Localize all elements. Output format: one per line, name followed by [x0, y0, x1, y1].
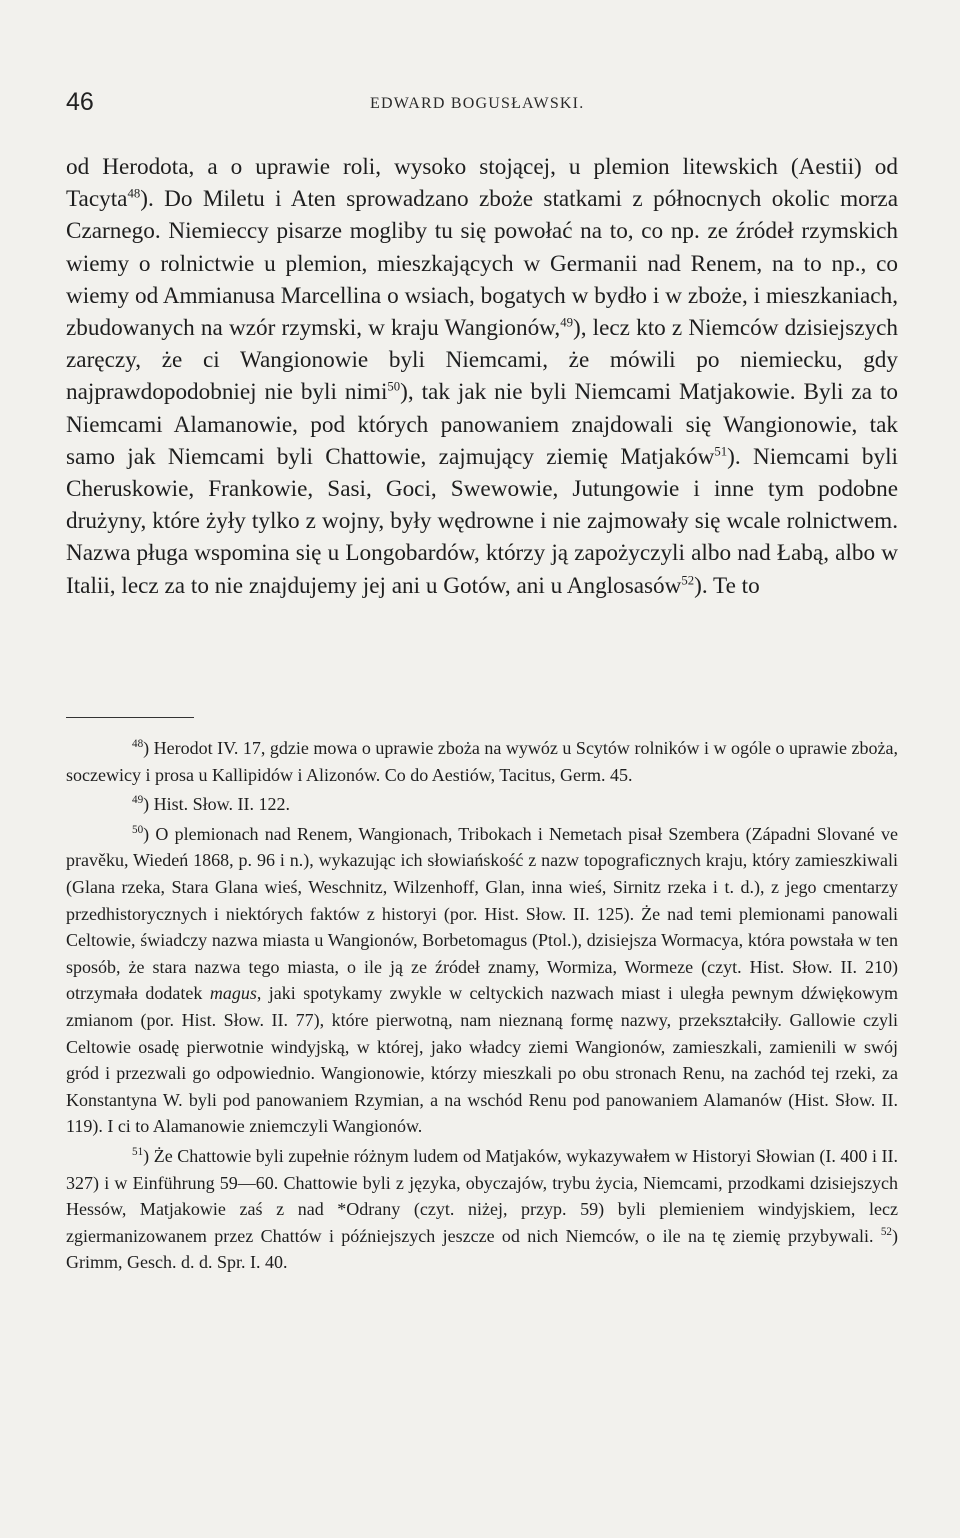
body-segment: ), lecz kto z Niemców dzisiejszych zaręczy, że ci Wangionowie byli Niemcami, że mówili po niemiecku, gdy najprawdopodobniej nie byli nimi — [66, 315, 898, 406]
footnote-separator — [66, 717, 194, 718]
footnote-51 — [66, 1143, 898, 1276]
footnote-text: ) Hist. Słow. II. 122. — [143, 794, 290, 815]
body-paragraph — [66, 151, 898, 602]
body-segment: od Herodota, a o uprawie roli, wysoko stojącej, u plemion litewskich (Aestii) od Tacyta — [66, 154, 898, 213]
page-header — [66, 86, 898, 118]
body-segment: ). Do Miletu i Aten sprowadzano zboże statkami z północnych okolic morza Czarnego. Niemieccy pisarze mogliby tu się powołać na to, co np. ze źródeł rzymskich wiemy o rolnictwie u plemion, mieszkających w Germanii nad Renem, na to np., co wiemy od Ammianusa Marcellina o wsiach, bogatych w bydło i w zboże, i mieszkaniach, zbudowanych na wzór rzymski, w kraju Wangionów, — [66, 186, 898, 342]
footnote-text: ) O plemionach nad Renem, Wangionach, Tribokach i Nemetach pisał Szembera (Západni Slované ve pravěku, Wiedeń 1868, p. 96 i n.), wykazując ich słowiańskość z nazw topograficznych kraju, który zamieszkiwali (Glana rzeka, Stara Glana wieś, Weschnitz, Wilzenhoff, Glan, inna wieś, Sirnitz rzeka i t. d.), z jego cmentarzy przedhistorycznych i niektórych faktów z historyi (por. Hist. Słow. II. 125). Że nad temi plemionami panowali Celtowie, świadczy nazwa miasta u Wangionów, Borbetomagus (Ptol.), dzisiejsza Wormacya, która powstała w ten sposób, że stara nazwa tego miasta, o ile ją ze źródeł znamy, Wormiza, Wormeze (czyt. Hist. Słow. II. 210) otrzymała dodatek — [66, 823, 898, 1004]
footnotes — [66, 735, 898, 1276]
footnote-50 — [66, 821, 898, 1140]
footnote-49 — [66, 791, 898, 818]
footnote-mark: 52 — [880, 1225, 892, 1238]
page-number: 46 — [66, 88, 94, 116]
footnote-mark: 51 — [132, 1145, 144, 1158]
footnote-text: , jaki spotykamy zwykle w celtyckich nazwach miast i uległa pewnym dźwiękowym zmianom (por. Hist. Słow. II. 77), które pierwotną, nam nieznaną formę nazwy, przekształciły. Gallowie czyli Celtowie osadę pierwotnie windyjską, w której, jako władcy ziemi Wangionów, zamieszkali, zamienili w swój gród i przezwali go odpowiednio. Wangionowie, którzy mieszkali po obu stronach Renu, na zachód tej rzeki, za Konstantyna W. byli pod panowaniem Rzymian, a na wschód Renu pod panowaniem Alamanów (Hist. Słow. II. 119). I ci to Alamanowie zniemczyli Wangionów. — [66, 983, 899, 1137]
footnote-ref-51: 51 — [714, 444, 728, 459]
footnote-ref-48: 48 — [127, 186, 141, 201]
footnote-ref-52: 52 — [681, 572, 695, 587]
footnote-mark: 50 — [132, 823, 144, 836]
running-head: EDWARD BOGUSŁAWSKI. — [370, 95, 585, 112]
footnote-mark: 49 — [132, 794, 144, 807]
footnote-ref-50: 50 — [387, 379, 401, 394]
footnote-text: ) Herodot IV. 17, gdzie mowa o uprawie zboża na wywóz u Scytów rolników i w ogóle o uprawie zboża, soczewicy i prosa u Kallipidów i Alizonów. Co do Aestiów, Tacitus, Germ. 45. — [66, 738, 898, 785]
body-segment: ), tak jak nie byli Niemcami Matjakowie. Byli za to Niemcami Alamanowie, pod których panowaniem znajdowali się Wangionowie, tak samo jak Niemcami byli Chattowie, zajmujący ziemię Matjaków — [66, 379, 898, 470]
footnote-mark: 48 — [132, 738, 144, 750]
footnote-italic: magus — [209, 983, 257, 1004]
footnote-text: ) Że Chattowie byli zupełnie różnym ludem od Matjaków, wykazywałem w Historyi Słowian (I. 400 i II. 327) i w Einführung 59—60. Chattowie byli z języka, obyczajów, trybu życia, Niemcami, przodkami dzisiejszych Hessów, Matjakowie zaś z nad *Odrany (czyt. niżej, przyp. 59) byli plemieniem windyjskiem, lecz zgiermanizowanem przez Chattów i późniejszych jeszcze od nich Niemców, o ile na tę ziemię przybywali. — [66, 1145, 898, 1246]
footnote-ref-49: 49 — [560, 315, 573, 330]
main-text — [66, 151, 898, 602]
body-segment: ). Niemcami byli Cheruskowie, Frankowie, Sasi, Goci, Swewowie, Jutungowie i inne tym podobne drużyny, które żyły tylko z wojny, były wędrowne i nie zajmowały się wcale rolnictwem. Nazwa pługa wspomina się u Longobardów, którzy ją zapożyczyli albo nad Łabą, albo w Italii, lecz za to nie znajdujemy jej ani u Gotów, ani u Anglosasów — [66, 443, 898, 599]
body-segment: ). Te to — [694, 572, 760, 599]
footnote-48 — [66, 735, 898, 788]
footnote-text: ) Grimm, Gesch. d. d. Spr. I. 40. — [66, 1225, 898, 1273]
